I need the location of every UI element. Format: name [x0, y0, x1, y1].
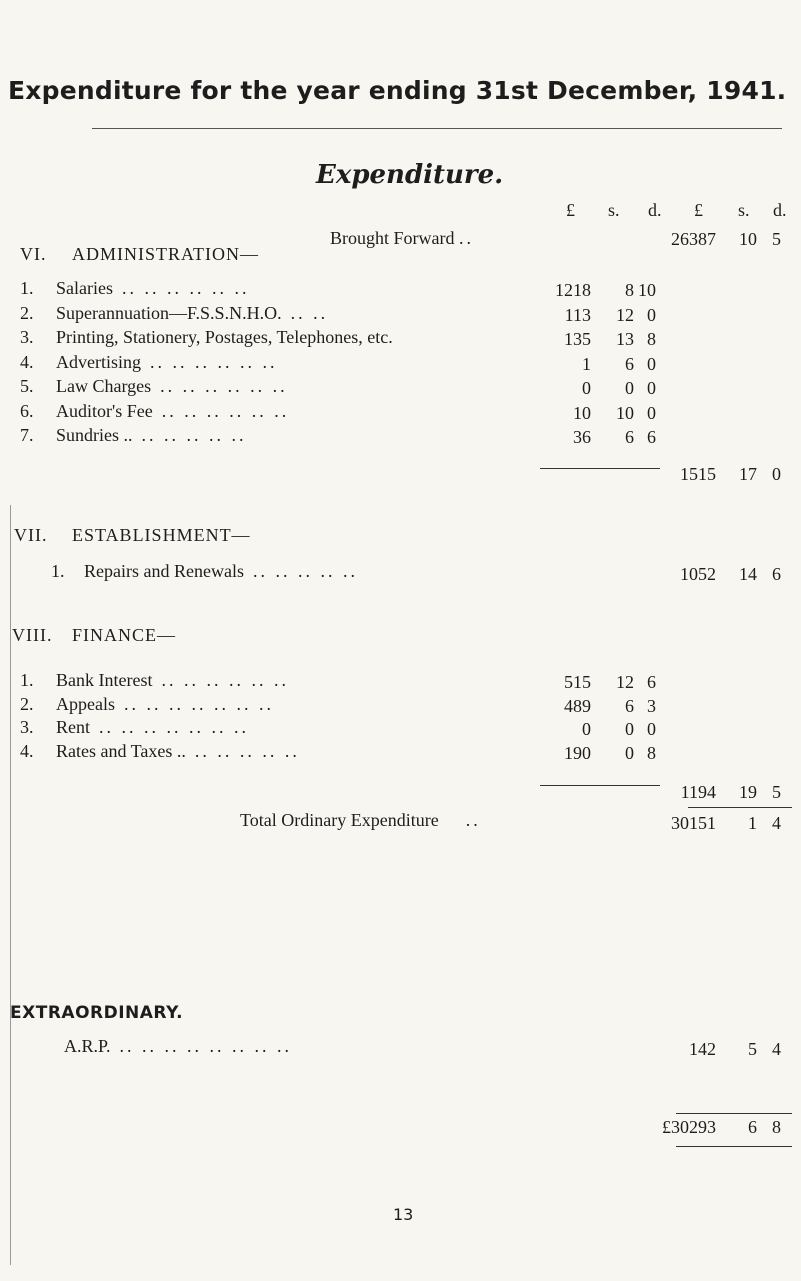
subtotal-pence: 5 [772, 782, 781, 802]
item-shillings: 13 [616, 329, 634, 349]
item-shillings: 14 [739, 564, 757, 584]
arp-pence: 4 [772, 1039, 781, 1059]
item-label: Law Charges .. .. .. .. .. .. [56, 376, 288, 396]
page-number: 13 [393, 1205, 414, 1224]
section-title: FINANCE— [72, 625, 177, 645]
header-rule [92, 128, 782, 129]
item-number: 7. [20, 425, 34, 445]
brought-forward-label: Brought Forward .. [330, 228, 474, 248]
item-pence: 10 [638, 280, 656, 300]
subtotal-rule [540, 785, 660, 786]
item-pence: 0 [647, 353, 656, 374]
item-pounds: 489 [564, 695, 591, 716]
arp-shillings: 5 [748, 1039, 757, 1059]
item-shillings: 0 [625, 719, 634, 739]
subtotal-pounds: 1515 [680, 464, 716, 484]
page-header: Expenditure for the year ending 31st December, 1941. [8, 76, 787, 105]
item-pounds: 113 [564, 304, 591, 325]
item-pence: 6 [772, 564, 781, 584]
total-ordinary-label: Total Ordinary Expenditure .. [240, 810, 481, 830]
item-number: 4. [20, 740, 34, 761]
item-pence: 8 [647, 742, 656, 763]
col-pound-inner: £ [566, 200, 575, 220]
grand-total-rule [676, 1113, 792, 1114]
item-shillings: 10 [616, 402, 634, 423]
item-shillings: 6 [625, 695, 634, 716]
item-number: 4. [20, 351, 34, 372]
item-pence: 6 [647, 672, 656, 692]
item-number: 3. [20, 327, 34, 347]
section-numeral: VI. [20, 244, 47, 264]
section-numeral: VII. [14, 525, 48, 545]
item-pounds: 1 [582, 353, 591, 374]
section-title: ADMINISTRATION— [72, 244, 259, 264]
subtotal-shillings: 17 [739, 464, 757, 484]
item-pence: 0 [647, 719, 656, 739]
subtotal-rule [540, 468, 660, 469]
item-label: Rent .. .. .. .. .. .. .. [56, 717, 249, 737]
grand-total-pounds: £30293 [662, 1117, 716, 1137]
item-shillings: 8 [625, 280, 634, 300]
subtotal-pence: 0 [772, 464, 781, 484]
item-label: Rates and Taxes .. .. .. .. .. .. [56, 740, 300, 761]
extraordinary-title: EXTRAORDINARY. [10, 1003, 184, 1023]
item-label: Bank Interest .. .. .. .. .. .. [56, 670, 289, 690]
item-pounds: 36 [573, 427, 591, 447]
item-label: Salaries .. .. .. .. .. .. [56, 278, 250, 298]
brought-forward-shillings: 10 [739, 229, 757, 249]
item-number: 2. [20, 302, 34, 323]
item-number: 6. [20, 400, 34, 421]
item-pounds: 135 [564, 329, 591, 349]
arp-label: A.R.P. .. .. .. .. .. .. .. .. [64, 1036, 293, 1056]
item-shillings: 12 [616, 672, 634, 692]
item-shillings: 12 [616, 304, 634, 325]
item-number: 2. [20, 693, 34, 714]
brought-forward-pounds: 26387 [671, 229, 716, 249]
item-pence: 0 [647, 304, 656, 325]
grand-total-shillings: 6 [748, 1117, 757, 1137]
item-label: Sundries .. .. .. .. .. .. [56, 425, 247, 445]
item-pence: 0 [647, 402, 656, 423]
item-label: Appeals .. .. .. .. .. .. .. [56, 693, 274, 714]
item-shillings: 0 [625, 742, 634, 763]
total-ordinary-pence: 4 [772, 813, 781, 833]
item-label: Advertising .. .. .. .. .. .. [56, 351, 278, 372]
grand-total-double-rule [676, 1146, 792, 1147]
item-pounds: 190 [564, 742, 591, 763]
total-ordinary-shillings: 1 [748, 813, 757, 833]
subtotal-pounds: 1194 [680, 782, 716, 802]
item-number: 3. [20, 717, 34, 737]
heading: Expenditure. [316, 160, 504, 190]
item-pence: 0 [647, 378, 656, 398]
item-pounds: 0 [582, 719, 591, 739]
item-number: 1. [20, 670, 34, 690]
col-pound-outer: £ [694, 200, 703, 220]
col-shilling-inner: s. [608, 200, 620, 220]
section-numeral: VIII. [12, 625, 53, 645]
item-label: Auditor's Fee .. .. .. .. .. .. [56, 400, 290, 421]
item-number: 1. [20, 278, 34, 298]
item-pence: 6 [647, 427, 656, 447]
item-label: Printing, Stationery, Postages, Telephones, etc. [56, 327, 393, 347]
item-pounds: 1218 [555, 280, 591, 300]
item-number: 1. [51, 561, 65, 581]
item-shillings: 6 [625, 427, 634, 447]
item-shillings: 6 [625, 353, 634, 374]
grand-total-pence: 8 [772, 1117, 781, 1137]
item-shillings: 0 [625, 378, 634, 398]
item-label: Superannuation—F.S.S.N.H.O. .. .. [56, 302, 329, 323]
item-number: 5. [20, 376, 34, 396]
total-rule [688, 807, 792, 808]
section-title: ESTABLISHMENT— [72, 525, 251, 545]
col-pence-outer: d. [773, 200, 787, 220]
item-pounds: 0 [582, 378, 591, 398]
item-pence: 3 [647, 695, 656, 716]
brought-forward-pence: 5 [772, 229, 781, 249]
item-pounds: 1052 [680, 564, 716, 584]
item-pounds: 10 [573, 402, 591, 423]
col-pence-inner: d. [648, 200, 662, 220]
col-shilling-outer: s. [738, 200, 750, 220]
item-pence: 8 [647, 329, 656, 349]
item-pounds: 515 [564, 672, 591, 692]
total-ordinary-pounds: 30151 [671, 813, 716, 833]
arp-pounds: 142 [689, 1039, 716, 1059]
item-label: Repairs and Renewals .. .. .. .. .. [84, 561, 358, 581]
subtotal-shillings: 19 [739, 782, 757, 802]
left-margin-line [10, 505, 11, 1265]
